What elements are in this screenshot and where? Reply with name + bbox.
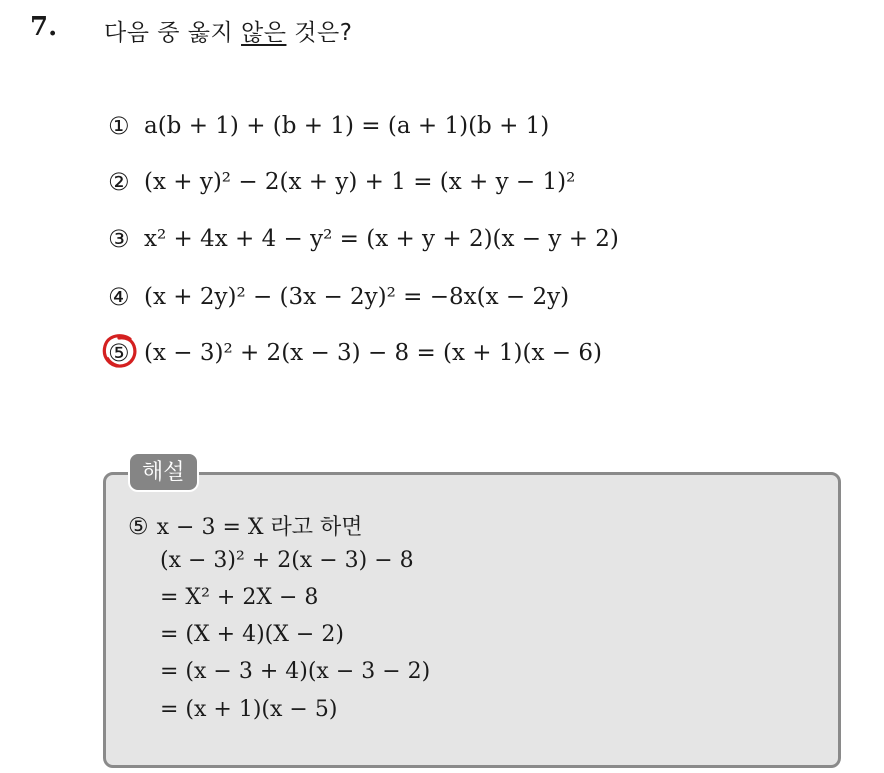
choice-5-number [108, 339, 144, 367]
solution-intro-text: 라고 하면 [270, 515, 363, 540]
solution-intro-expression: x − 3 = X [156, 515, 271, 540]
solution-mark: ⑤ [128, 514, 149, 540]
question-stem [104, 14, 352, 47]
choice-1-number: ① [108, 112, 130, 140]
solution-step: (x − 3)² + 2(x − 3) − 8 [160, 548, 414, 573]
choice-5[interactable] [108, 335, 602, 371]
solution-step: = (x − 3 + 4)(x − 3 − 2) [160, 659, 431, 684]
solution-intro [128, 510, 363, 541]
choice-5-mark-text: ⑤ [108, 339, 130, 367]
solution-step: = X² + 2X − 8 [160, 585, 319, 610]
choice-4-number: ④ [108, 283, 130, 311]
choice-4[interactable] [108, 279, 569, 315]
solution-tag: 해설 [128, 452, 199, 492]
choice-1[interactable] [108, 108, 549, 144]
stem-underlined-word: 않은 [241, 20, 287, 46]
choice-3[interactable] [108, 221, 619, 257]
choice-3-expression: x² + 4x + 4 − y² = (x + y + 2)(x − y + 2) [144, 226, 619, 252]
solution-step: = (X + 4)(X − 2) [160, 622, 344, 647]
solution-step: = (x + 1)(x − 5) [160, 697, 338, 722]
choice-1-expression: a(b + 1) + (b + 1) = (a + 1)(b + 1) [144, 113, 550, 139]
choice-5-expression: (x − 3)² + 2(x − 3) − 8 = (x + 1)(x − 6) [144, 340, 602, 366]
choice-2-number: ② [108, 168, 130, 196]
choice-4-expression: (x + 2y)² − (3x − 2y)² = −8x(x − 2y) [144, 284, 570, 310]
stem-before: 다음 중 옳지 [104, 20, 242, 46]
question-number: 7. [30, 12, 58, 42]
choice-2-expression: (x + y)² − 2(x + y) + 1 = (x + y − 1)² [144, 169, 576, 195]
choice-2[interactable] [108, 164, 575, 200]
stem-after: 것은? [286, 20, 353, 46]
choice-3-number: ③ [108, 225, 130, 253]
